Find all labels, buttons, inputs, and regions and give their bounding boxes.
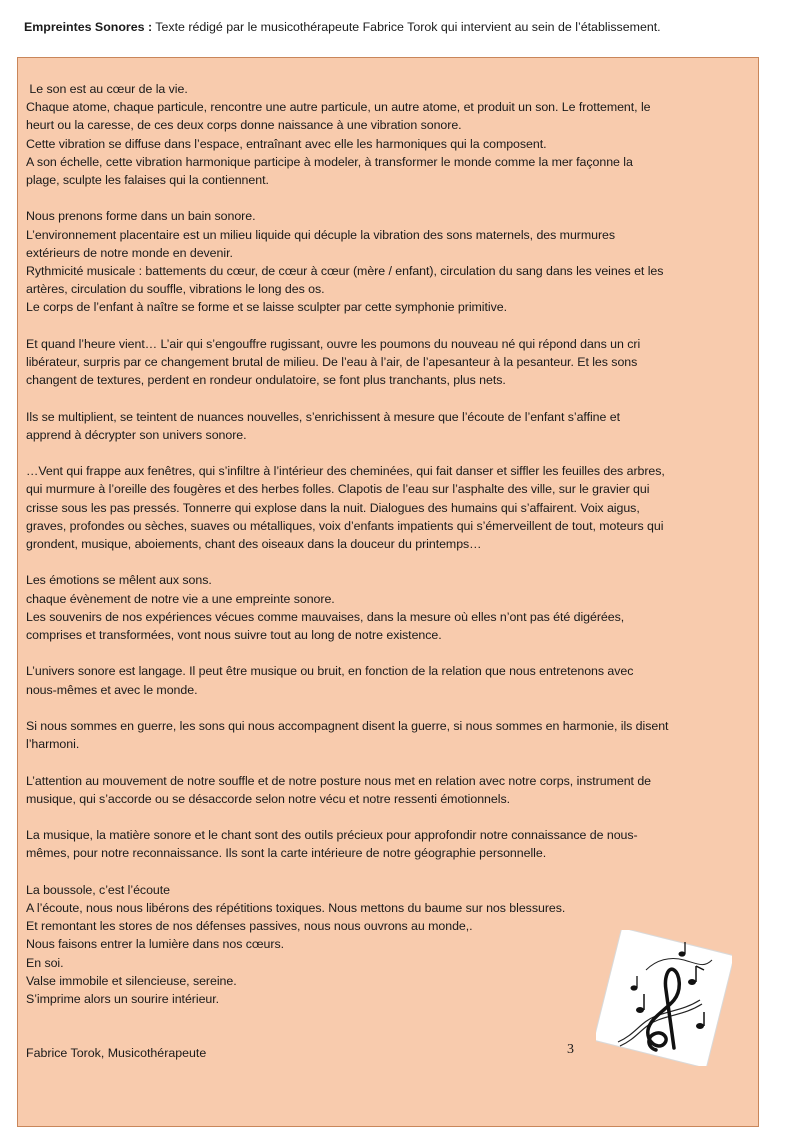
text-line: grondent, musique, aboiements, chant des oiseaux dans la douceur du printemps… — [26, 537, 482, 552]
text-line: Cette vibration se diffuse dans l’espace, entraînant avec elle les harmoniques qui la composent. — [26, 136, 547, 151]
paragraph — [26, 717, 761, 753]
text-line: La boussole, c’est l’écoute — [26, 882, 170, 897]
paragraph — [26, 462, 761, 553]
header-title: Empreintes Sonores : — [24, 20, 153, 34]
paragraph — [26, 772, 761, 808]
document-header — [24, 19, 774, 36]
text-line: A l’écoute, nous nous libérons des répétitions toxiques. Nous mettons du baume sur nos blessures. — [26, 900, 566, 915]
text-line: l’harmoni. — [26, 737, 80, 752]
text-line: graves, profondes ou sèches, suaves ou métalliques, voix d’enfants impatients qui s’émerveillent de tout, moteurs qui — [26, 518, 664, 533]
text-line: Et quand l’heure vient… L’air qui s’engouffre rugissant, ouvre les poumons du nouveau né qui répond dans un cri — [26, 336, 641, 351]
paragraph — [26, 571, 761, 644]
text-line: Si nous sommes en guerre, les sons qui nous accompagnent disent la guerre, si nous sommes en harmonie, ils disent — [26, 719, 669, 733]
text-line: qui murmure à l’oreille des fougères et des herbes folles. Clapotis de l’eau sur l’asphalte des ville, sur le gravier qui — [26, 482, 650, 497]
paragraph — [26, 80, 761, 189]
text-line: musique, qui s’accorde ou se désaccorde selon notre vécu et notre ressenti émotionnels. — [26, 791, 510, 806]
text-line: changent de textures, perdent en rondeur ondulatoire, se font plus tranchants, plus nets. — [26, 373, 506, 388]
text-line: L’univers sonore est langage. Il peut être musique ou bruit, en fonction de la relation que nous entretenons avec — [26, 664, 634, 679]
text-line: La musique, la matière sonore et le chant sont des outils précieux pour approfondir notre connaissance de nous- — [26, 828, 638, 843]
text-line: A son échelle, cette vibration harmonique participe à modeler, à transformer le monde comme la mer façonne la — [26, 154, 633, 169]
text-line: plage, sculpte les falaises qui la contiennent. — [26, 173, 269, 188]
text-line: Les souvenirs de nos expériences vécues comme mauvaises, dans la mesure où elles n’ont pas été digérées, — [26, 609, 625, 624]
article-body — [26, 80, 761, 1026]
text-line: extérieurs de notre monde en devenir. — [26, 245, 233, 260]
text-line: heurt ou la caresse, de ces deux corps donne naissance à une vibration sonore. — [26, 118, 462, 133]
paragraph — [26, 826, 761, 862]
text-line: L’attention au mouvement de notre souffle et de notre posture nous met en relation avec notre corps, instrument de — [26, 773, 652, 788]
paragraph — [26, 408, 761, 444]
page-number: 3 — [567, 1042, 574, 1057]
text-line: S’imprime alors un sourire intérieur. — [26, 992, 220, 1006]
text-line: nous-mêmes et avec le monde. — [26, 682, 198, 697]
treble-clef-music-notes-icon — [596, 930, 732, 1066]
text-line: artères, circulation du souffle, vibrations le long des os. — [26, 282, 325, 297]
text-line: Le son est au cœur de la vie. — [26, 82, 188, 96]
text-line: Et remontant les stores de nos défenses passives, nous nous ouvrons au monde,. — [26, 919, 473, 934]
text-line: libérateur, surpris par ce changement brutal de milieu. De l’eau à l’air, de l’apesanteur à la pesanteur. Et les sons — [26, 355, 638, 370]
text-line: …Vent qui frappe aux fenêtres, qui s’infiltre à l’intérieur des cheminées, qui fait danser et siffler les feuilles des arbres, — [26, 464, 665, 479]
text-line: Valse immobile et silencieuse, sereine. — [26, 973, 237, 988]
text-line: chaque évènement de notre vie a une empreinte sonore. — [26, 591, 335, 606]
paragraph — [26, 207, 761, 316]
text-line: apprend à décrypter son univers sonore. — [26, 427, 247, 442]
text-line: Nous prenons forme dans un bain sonore. — [26, 209, 256, 224]
signature: Fabrice Torok, Musicothérapeute — [26, 1046, 207, 1060]
paragraph — [26, 662, 761, 698]
text-line: Le corps de l’enfant à naître se forme et se laisse sculpter par cette symphonie primitive. — [26, 300, 507, 315]
paragraph — [26, 335, 761, 390]
text-line: Chaque atome, chaque particule, rencontre une autre particule, un autre atome, et produit un son. Le frottement, le — [26, 100, 651, 115]
text-line: Ils se multiplient, se teintent de nuances nouvelles, s’enrichissent à mesure que l’écoute de l’enfant s’affine et — [26, 409, 620, 424]
text-line: Nous faisons entrer la lumière dans nos cœurs. — [26, 937, 285, 952]
text-line: L’environnement placentaire est un milieu liquide qui décuple la vibration des sons maternels, des murmures — [26, 227, 616, 242]
header-subtitle: Texte rédigé par le musicothérapeute Fabrice Torok qui intervient au sein de l’établissement. — [152, 20, 661, 34]
text-line: Les émotions se mêlent aux sons. — [26, 573, 212, 588]
text-line: comprises et transformées, vont nous suivre tout au long de notre existence. — [26, 628, 442, 643]
text-line: Rythmicité musicale : battements du cœur, de cœur à cœur (mère / enfant), circulation du sang dans les veines et les — [26, 264, 664, 279]
text-line: crisse sous les pas pressés. Tonnerre qui explose dans la nuit. Dialogues des humains qui s’affairent. Voix aigus, — [26, 500, 640, 515]
text-line: En soi. — [26, 955, 64, 970]
text-line: mêmes, pour notre reconnaissance. Ils sont la carte intérieure de notre géographie personnelle. — [26, 846, 547, 861]
